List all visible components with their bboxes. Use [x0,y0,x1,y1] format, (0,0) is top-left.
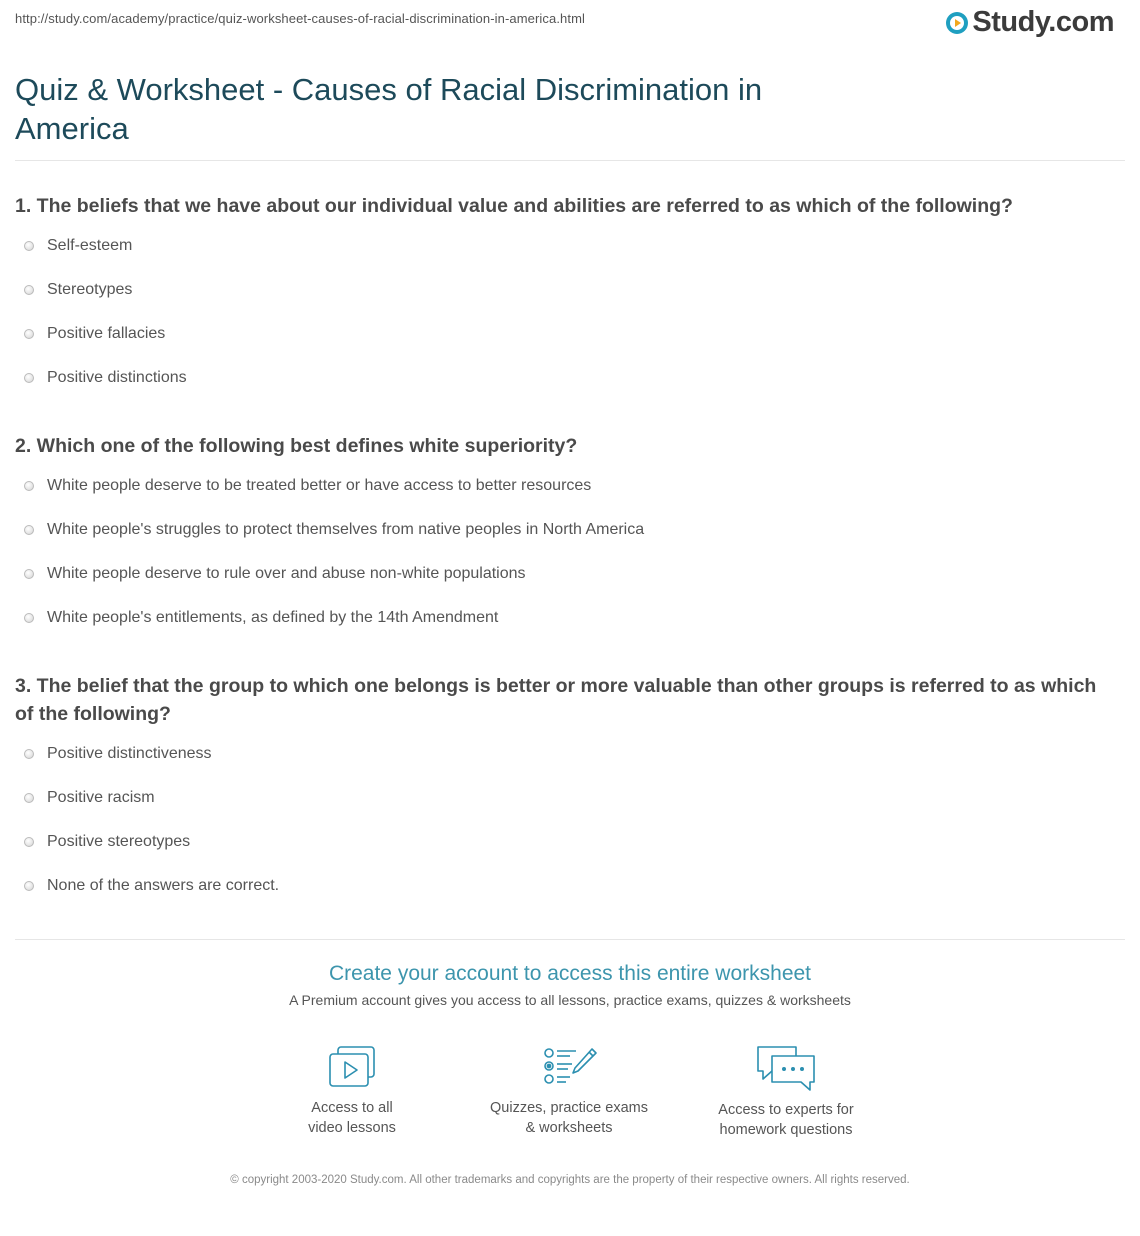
radio-button-icon[interactable] [24,569,34,579]
answer-option[interactable] [15,325,165,343]
signup-cta-title[interactable] [0,962,1140,986]
radio-button-icon[interactable] [24,329,34,339]
radio-button-icon[interactable] [24,613,34,623]
feature-quizzes [469,1044,669,1138]
feature-label-line: Access to all [311,1100,393,1116]
feature-experts [686,1044,886,1140]
radio-button-icon[interactable] [24,793,34,803]
cta-link[interactable]: Create your account to access this entire worksheet [328,962,812,985]
feature-label-line: Quizzes, practice exams [490,1100,648,1116]
study-logo[interactable] [945,6,1114,39]
question-text: 3. The belief that the group to which one belongs is better or more valuable than other groups is referred to as which of the following? [15,675,1097,725]
answer-option[interactable] [15,477,591,495]
answer-option[interactable] [15,833,190,851]
answer-option[interactable] [15,877,279,895]
copyright-text: © copyright 2003-2020 Study.com. All other trademarks and copyrights are the property of their respective owners. All rights reserved. [230,1174,910,1186]
answer-option[interactable] [15,789,155,807]
answer-label: White people deserve to be treated better or have access to better resources [47,477,592,494]
question-2 [15,432,1115,626]
answer-label: White people deserve to rule over and abuse non-white populations [47,565,526,582]
answer-option[interactable] [15,369,187,387]
cta-subtitle-text: A Premium account gives you access to all lessons, practice exams, quizzes & worksheets [289,992,851,1008]
answer-option[interactable] [15,281,132,299]
video-lessons-icon [326,1044,378,1090]
radio-button-icon[interactable] [24,481,34,491]
radio-button-icon[interactable] [24,837,34,847]
page-url: http://study.com/academy/practice/quiz-worksheet-causes-of-racial-discrimination-in-america.html [15,11,585,26]
header-divider [15,160,1125,161]
answer-option[interactable] [15,565,526,583]
play-logo-icon [945,11,969,35]
cta-subtitle [0,992,1140,1010]
answer-label: Positive distinctions [47,369,187,386]
answer-label: White people's entitlements, as defined by the 14th Amendment [47,609,499,626]
feature-label-line: & worksheets [525,1120,613,1136]
content-divider [15,939,1125,940]
quiz-checklist-icon [540,1044,598,1090]
page-title: Quiz & Worksheet - Causes of Racial Discrimination in America [15,72,763,146]
answer-label: White people's struggles to protect themselves from native peoples in North America [47,521,645,538]
answer-label: Positive stereotypes [47,833,191,850]
feature-video-lessons [252,1044,452,1138]
answer-option[interactable] [15,609,498,627]
feature-label-line: video lessons [308,1120,396,1136]
feature-label-line: Access to experts for [718,1102,854,1118]
answer-option[interactable] [15,745,212,763]
radio-button-icon[interactable] [24,749,34,759]
logo-text: Study.com [972,6,1114,38]
answer-label: Positive distinctiveness [47,745,212,762]
radio-button-icon[interactable] [24,373,34,383]
answer-label: Positive racism [47,789,155,806]
radio-button-icon[interactable] [24,881,34,891]
question-1 [15,192,1115,386]
chat-bubbles-icon [754,1044,818,1092]
answer-label: Self-esteem [47,237,133,254]
radio-button-icon[interactable] [24,525,34,535]
question-text: 1. The beliefs that we have about our individual value and abilities are referred to as which of the following? [15,195,1013,217]
radio-button-icon[interactable] [24,285,34,295]
answer-option[interactable] [15,237,132,255]
answer-label: Stereotypes [47,281,133,298]
question-3 [15,672,1115,894]
question-text: 2. Which one of the following best defines white superiority? [15,435,578,457]
answer-label: None of the answers are correct. [47,877,280,894]
answer-option[interactable] [15,521,644,539]
feature-label-line: homework questions [719,1122,853,1138]
answer-label: Positive fallacies [47,325,166,342]
radio-button-icon[interactable] [24,241,34,251]
